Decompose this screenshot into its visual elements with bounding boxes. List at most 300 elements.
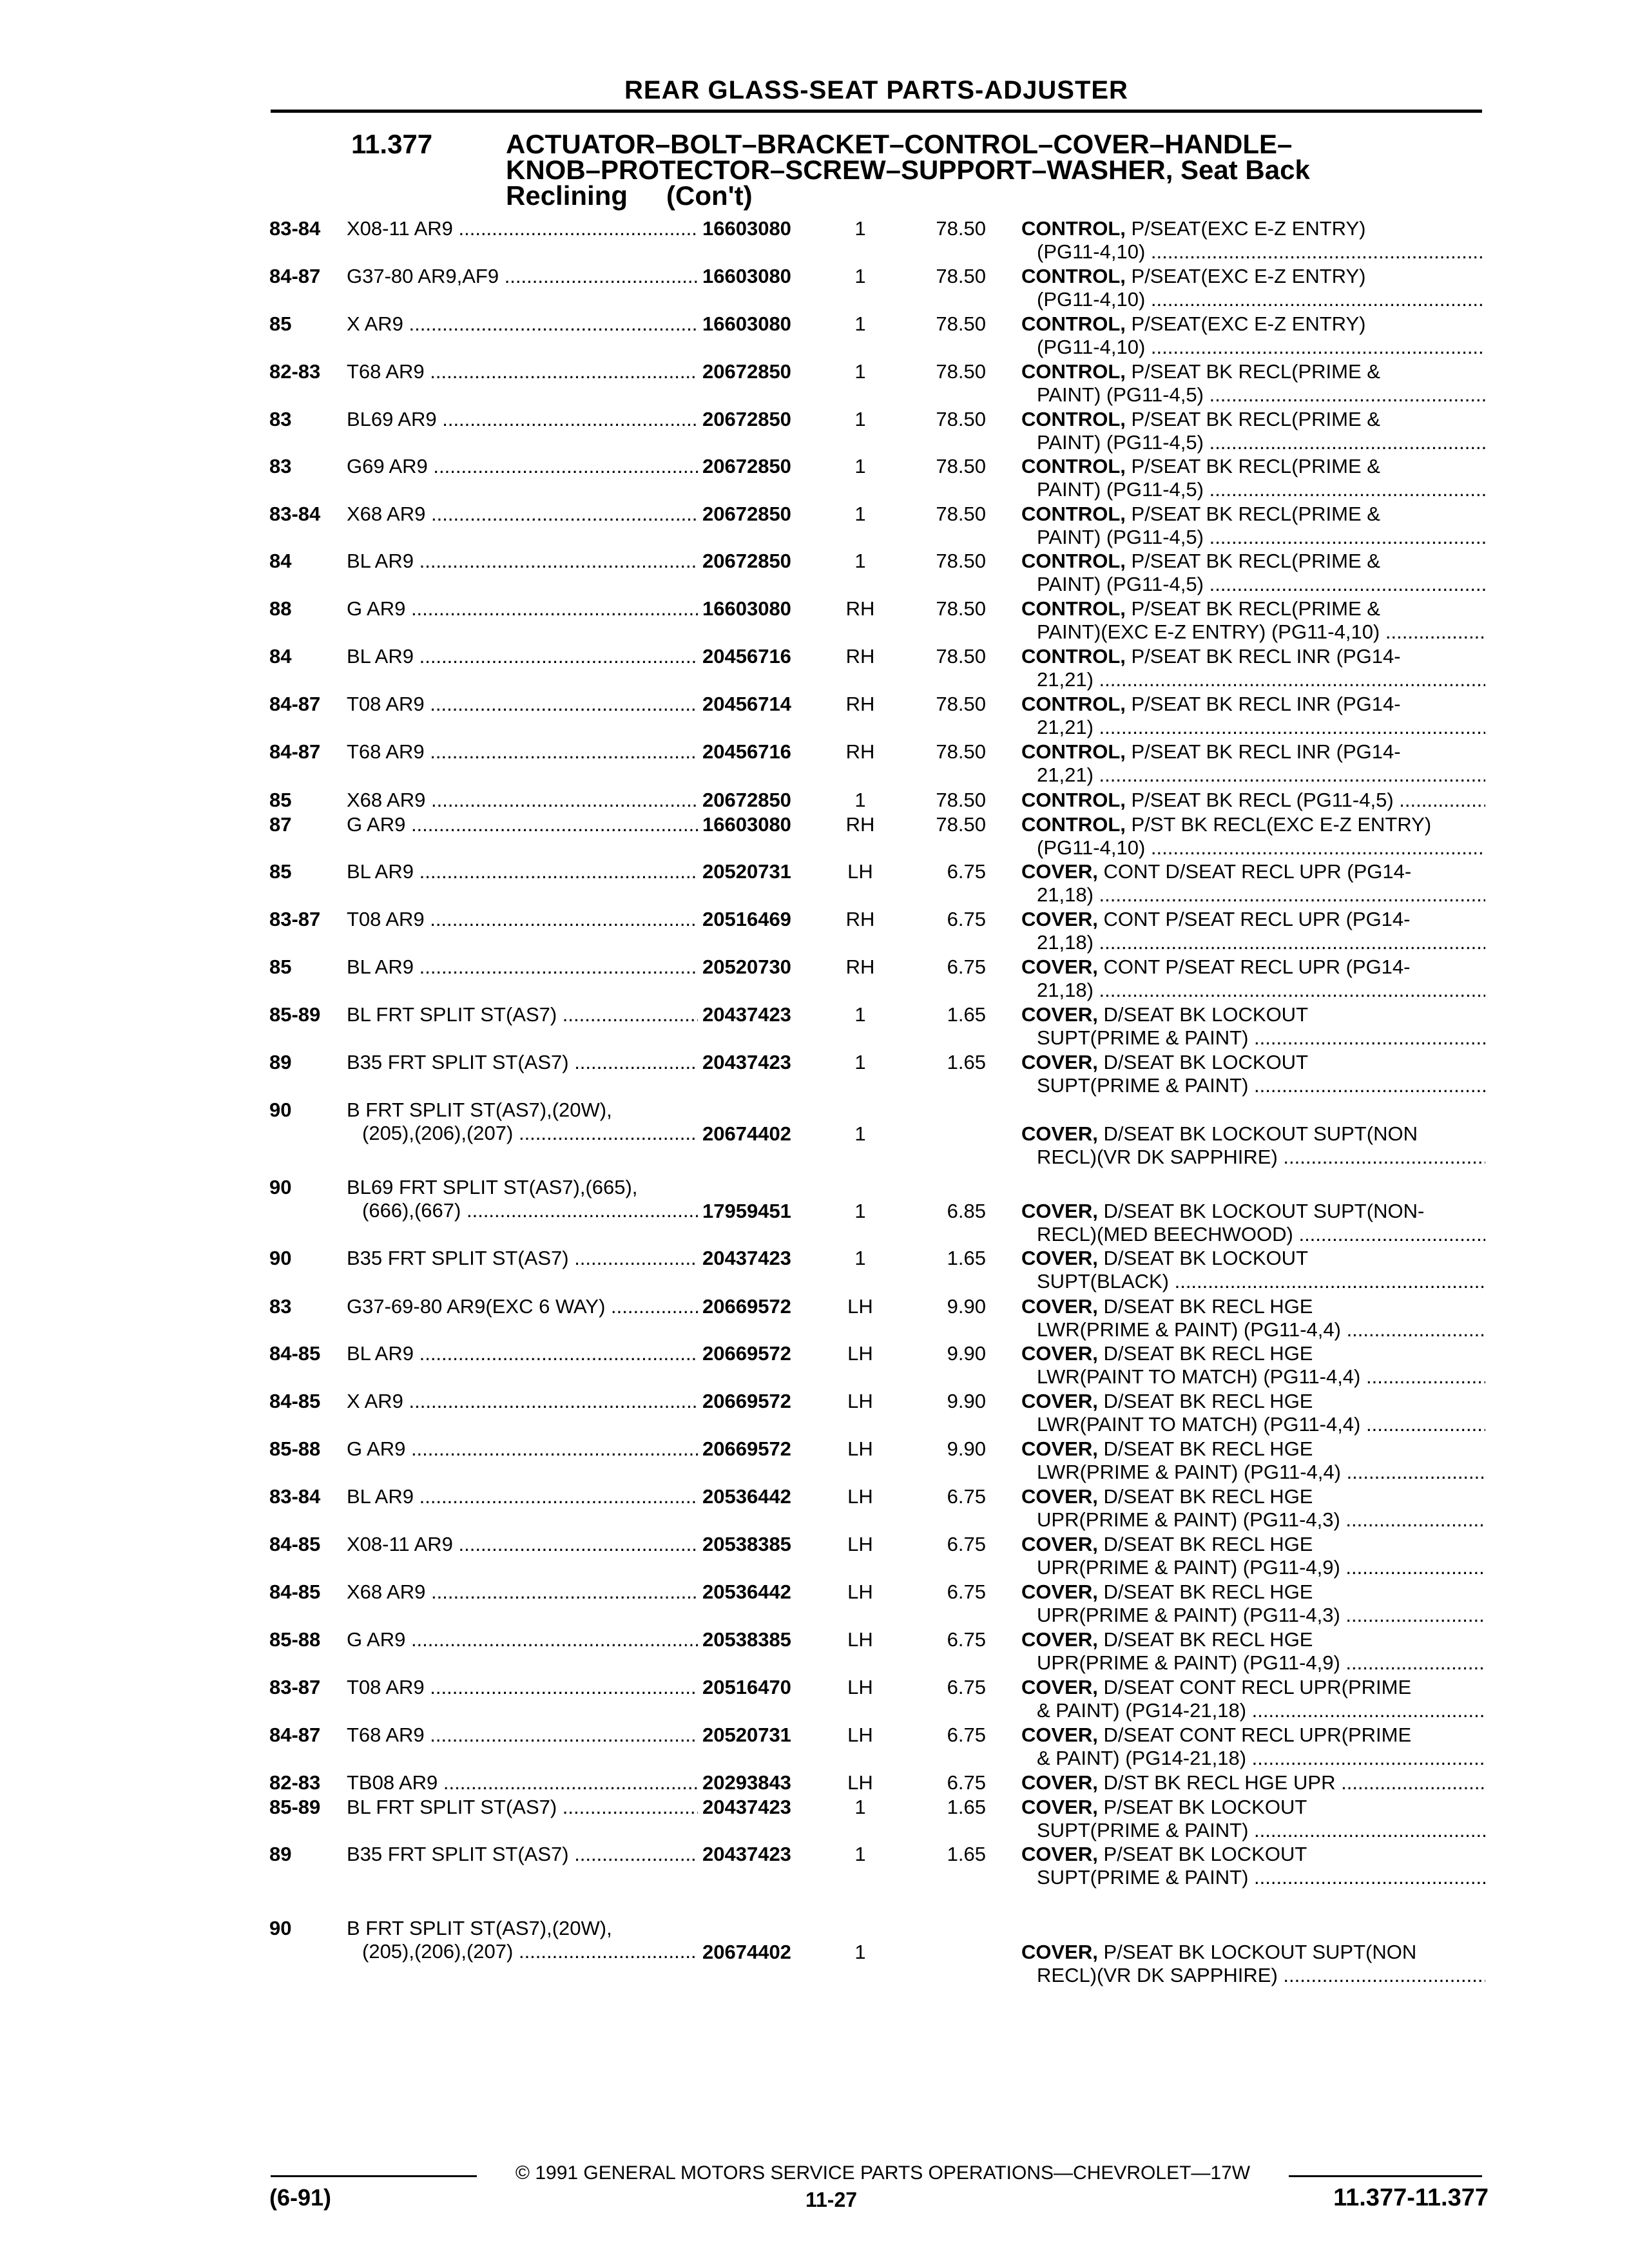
part-description xyxy=(1021,1200,1485,1246)
part-description xyxy=(1021,217,1485,264)
quantity-side: RH xyxy=(845,956,875,978)
quantity-side: LH xyxy=(847,1390,873,1412)
description-line-main: COVER, CONT P/SEAT RECL UPR (PG14- xyxy=(1021,956,1411,978)
description-keyword: CONTROL, xyxy=(1021,693,1126,715)
model-line: T68 AR9 ..... xyxy=(347,1724,698,1747)
quantity-side: 1 xyxy=(854,1200,866,1222)
price: 1.65 xyxy=(947,1003,986,1026)
part-number: 20536442 xyxy=(702,1485,791,1508)
description-keyword: COVER, xyxy=(1021,1003,1098,1026)
description-line-cont: LWR(PRIME & PAINT) (PG11-4,4) ..... xyxy=(1021,1318,1485,1341)
description-keyword: COVER, xyxy=(1021,956,1098,978)
description-line-cont: 21,21) ..... xyxy=(1021,668,1485,691)
model-line: T68 AR9 ..... xyxy=(347,740,698,764)
part-description xyxy=(1021,1533,1485,1579)
model-year: 85 xyxy=(269,789,292,811)
model-application xyxy=(347,789,698,812)
description-line-main: COVER, D/ST BK RECL HGE UPR ..... xyxy=(1021,1771,1485,1794)
quantity-side: 1 xyxy=(854,217,866,240)
description-line-main: CONTROL, P/SEAT(EXC E-Z ENTRY) xyxy=(1021,217,1366,240)
description-keyword: CONTROL, xyxy=(1021,503,1126,525)
part-description xyxy=(1021,1796,1485,1842)
description-line-cont: (PG11-4,10) ..... xyxy=(1021,836,1485,860)
part-description xyxy=(1021,1724,1485,1770)
part-number: 20437423 xyxy=(702,1796,791,1818)
price: 78.50 xyxy=(936,265,986,287)
quantity-side: LH xyxy=(847,1485,873,1508)
price: 6.75 xyxy=(947,908,986,930)
quantity-side: LH xyxy=(847,1581,873,1603)
model-application xyxy=(347,1342,698,1365)
quantity-side: RH xyxy=(845,645,875,668)
description-line-cont: RECL)(VR DK SAPPHIRE) ..... xyxy=(1021,1146,1485,1169)
description-line-cont: SUPT(PRIME & PAINT) ..... xyxy=(1021,1074,1485,1097)
model-line: G AR9 ..... xyxy=(347,813,698,836)
quantity-side: 1 xyxy=(854,1003,866,1026)
description-keyword: CONTROL, xyxy=(1021,360,1126,383)
model-application xyxy=(347,265,698,288)
model-application xyxy=(347,813,698,836)
part-number: 20672850 xyxy=(702,408,791,430)
model-application xyxy=(347,1003,698,1026)
model-application xyxy=(347,1176,698,1222)
description-line-main: CONTROL, P/SEAT BK RECL(PRIME & xyxy=(1021,455,1380,477)
price: 78.50 xyxy=(936,550,986,572)
model-application xyxy=(347,503,698,526)
part-number: 20674402 xyxy=(702,1122,791,1145)
part-description xyxy=(1021,503,1485,549)
description-line-main: CONTROL, P/SEAT BK RECL INR (PG14- xyxy=(1021,693,1401,715)
model-application xyxy=(347,956,698,979)
quantity-side: LH xyxy=(847,1342,873,1365)
part-number: 20672850 xyxy=(702,503,791,525)
part-number: 20674402 xyxy=(702,1941,791,1963)
model-line: BL FRT SPLIT ST(AS7) ..... xyxy=(347,1796,698,1819)
description-keyword: COVER, xyxy=(1021,860,1098,883)
description-line-main: CONTROL, P/SEAT BK RECL (PG11-4,5) ..... xyxy=(1021,789,1485,812)
model-application xyxy=(347,740,698,764)
quantity-side: RH xyxy=(845,908,875,930)
part-number: 20669572 xyxy=(702,1437,791,1460)
description-keyword: COVER, xyxy=(1021,1051,1098,1073)
model-line: G37-80 AR9,AF9 ..... xyxy=(347,265,698,288)
price: 78.50 xyxy=(936,740,986,763)
price: 6.75 xyxy=(947,1724,986,1746)
description-line-main: COVER, D/SEAT BK RECL HGE xyxy=(1021,1628,1313,1651)
part-number: 20293843 xyxy=(702,1771,791,1794)
description-line-cont: PAINT) (PG11-4,5) ..... xyxy=(1021,478,1485,501)
model-application xyxy=(347,1581,698,1604)
part-description xyxy=(1021,693,1485,739)
description-line-main: COVER, P/SEAT BK LOCKOUT xyxy=(1021,1796,1307,1818)
part-number: 16603080 xyxy=(702,597,791,620)
description-line-main: COVER, CONT D/SEAT RECL UPR (PG14- xyxy=(1021,860,1412,883)
description-line-main: CONTROL, P/ST BK RECL(EXC E-Z ENTRY) xyxy=(1021,813,1432,836)
price: 78.50 xyxy=(936,503,986,525)
price: 6.75 xyxy=(947,1676,986,1698)
price: 78.50 xyxy=(936,455,986,477)
section-subtitle: Reclining xyxy=(506,180,628,211)
model-year: 84-85 xyxy=(269,1581,321,1603)
quantity-side: 1 xyxy=(854,1051,866,1073)
description-line-main: COVER, D/SEAT CONT RECL UPR(PRIME xyxy=(1021,1676,1412,1698)
description-line-main: COVER, D/SEAT BK RECL HGE xyxy=(1021,1342,1313,1365)
part-description xyxy=(1021,740,1485,787)
description-line-main: COVER, D/SEAT BK LOCKOUT SUPT(NON xyxy=(1021,1122,1418,1145)
description-line-cont: PAINT) (PG11-4,5) ..... xyxy=(1021,431,1485,454)
model-application xyxy=(347,597,698,620)
part-number: 20672850 xyxy=(702,455,791,477)
model-line: X AR9 ..... xyxy=(347,1390,698,1413)
model-year: 88 xyxy=(269,597,292,620)
model-line: (666),(667) ..... xyxy=(347,1199,698,1222)
footer-page-number: 11-27 xyxy=(805,2188,858,2211)
model-line: B35 FRT SPLIT ST(AS7) ..... xyxy=(347,1051,698,1074)
part-number: 20437423 xyxy=(702,1003,791,1026)
part-number: 20516470 xyxy=(702,1676,791,1698)
description-line-cont: UPR(PRIME & PAINT) (PG11-4,3) ..... xyxy=(1021,1604,1485,1627)
quantity-side: LH xyxy=(847,1533,873,1555)
description-line-main: COVER, D/SEAT BK RECL HGE xyxy=(1021,1533,1313,1555)
description-keyword: CONTROL, xyxy=(1021,597,1126,620)
description-line-cont: 21,18) ..... xyxy=(1021,931,1485,954)
quantity-side: 1 xyxy=(854,1843,866,1865)
model-line: X68 AR9 ..... xyxy=(347,1581,698,1604)
description-line-main: COVER, D/SEAT BK RECL HGE xyxy=(1021,1295,1313,1318)
quantity-side: RH xyxy=(845,813,875,836)
model-application xyxy=(347,217,698,240)
part-number: 20669572 xyxy=(702,1342,791,1365)
part-number: 20672850 xyxy=(702,550,791,572)
model-application xyxy=(347,455,698,478)
model-application xyxy=(347,645,698,668)
model-year: 82-83 xyxy=(269,1771,321,1794)
model-application xyxy=(347,312,698,336)
part-number: 20437423 xyxy=(702,1051,791,1073)
part-description xyxy=(1021,360,1485,407)
footer-date-code: (6-91) xyxy=(269,2184,332,2211)
part-description xyxy=(1021,1051,1485,1097)
model-year: 84-87 xyxy=(269,740,321,763)
description-line-main: COVER, D/SEAT BK LOCKOUT xyxy=(1021,1051,1309,1073)
model-year: 83-84 xyxy=(269,217,321,240)
description-line-cont: SUPT(PRIME & PAINT) ..... xyxy=(1021,1026,1485,1050)
model-line: G AR9 ..... xyxy=(347,1437,698,1461)
part-description xyxy=(1021,312,1485,359)
part-description xyxy=(1021,1295,1485,1341)
model-year: 84-85 xyxy=(269,1342,321,1365)
part-description xyxy=(1021,597,1485,644)
model-year: 85-88 xyxy=(269,1628,321,1651)
description-line-main: CONTROL, P/SEAT BK RECL INR (PG14- xyxy=(1021,645,1401,668)
price: 78.50 xyxy=(936,217,986,240)
description-line-cont: UPR(PRIME & PAINT) (PG11-4,9) ..... xyxy=(1021,1651,1485,1675)
description-line-cont: SUPT(PRIME & PAINT) ..... xyxy=(1021,1866,1485,1889)
model-application xyxy=(347,1796,698,1819)
description-keyword: CONTROL, xyxy=(1021,265,1126,287)
part-description xyxy=(1021,956,1485,1002)
description-keyword: COVER, xyxy=(1021,1771,1098,1794)
model-application xyxy=(347,1533,698,1556)
part-description xyxy=(1021,408,1485,454)
quantity-side: 1 xyxy=(854,1247,866,1269)
description-line-main: CONTROL, P/SEAT BK RECL(PRIME & xyxy=(1021,360,1380,383)
description-keyword: CONTROL, xyxy=(1021,408,1126,430)
model-line: BL AR9 ..... xyxy=(347,645,698,668)
model-application xyxy=(347,1771,698,1794)
section-title-line-1: ACTUATOR–BOLT–BRACKET–CONTROL–COVER–HANDLE– xyxy=(506,129,1293,159)
model-line: T08 AR9 ..... xyxy=(347,908,698,931)
model-year: 87 xyxy=(269,813,292,836)
part-description xyxy=(1021,1941,1485,1987)
model-line: G AR9 ..... xyxy=(347,1628,698,1651)
description-keyword: CONTROL, xyxy=(1021,455,1126,477)
model-year: 83-84 xyxy=(269,503,321,525)
model-line: G AR9 ..... xyxy=(347,597,698,620)
description-line-cont: PAINT)(EXC E-Z ENTRY) (PG11-4,10) ..... xyxy=(1021,620,1485,644)
part-number: 20520731 xyxy=(702,860,791,883)
price: 9.90 xyxy=(947,1295,986,1318)
model-year: 85 xyxy=(269,860,292,883)
quantity-side: 1 xyxy=(854,1122,866,1145)
description-line-cont: UPR(PRIME & PAINT) (PG11-4,9) ..... xyxy=(1021,1556,1485,1579)
quantity-side: RH xyxy=(845,693,875,715)
price: 1.65 xyxy=(947,1843,986,1865)
model-line: B35 FRT SPLIT ST(AS7) ..... xyxy=(347,1247,698,1270)
description-keyword: CONTROL, xyxy=(1021,740,1126,763)
model-year: 84 xyxy=(269,645,292,668)
quantity-side: 1 xyxy=(854,503,866,525)
part-description xyxy=(1021,789,1485,812)
model-line: X08-11 AR9 ..... xyxy=(347,217,698,240)
part-description xyxy=(1021,1771,1485,1794)
description-line-main: CONTROL, P/SEAT BK RECL(PRIME & xyxy=(1021,503,1380,525)
model-year: 85-88 xyxy=(269,1437,321,1460)
price: 78.50 xyxy=(936,312,986,335)
description-line-main: CONTROL, P/SEAT(EXC E-Z ENTRY) xyxy=(1021,265,1366,287)
model-line: BL AR9 ..... xyxy=(347,860,698,883)
quantity-side: 1 xyxy=(854,265,866,287)
description-line-main: CONTROL, P/SEAT BK RECL INR (PG14- xyxy=(1021,740,1401,763)
description-line-main: CONTROL, P/SEAT BK RECL(PRIME & xyxy=(1021,550,1380,572)
quantity-side: 1 xyxy=(854,1941,866,1963)
part-number: 20538385 xyxy=(702,1533,791,1555)
description-line-main: COVER, D/SEAT BK RECL HGE xyxy=(1021,1485,1313,1508)
model-year: 83-87 xyxy=(269,908,321,930)
price: 1.65 xyxy=(947,1796,986,1818)
description-line-cont: UPR(PRIME & PAINT) (PG11-4,3) ..... xyxy=(1021,1508,1485,1532)
part-description xyxy=(1021,550,1485,596)
quantity-side: RH xyxy=(845,597,875,620)
description-keyword: COVER, xyxy=(1021,1390,1098,1412)
part-number: 20538385 xyxy=(702,1628,791,1651)
description-keyword: CONTROL, xyxy=(1021,813,1126,836)
model-year: 84 xyxy=(269,550,292,572)
part-number: 16603080 xyxy=(702,813,791,836)
section-title-line-2: KNOB–PROTECTOR–SCREW–SUPPORT–WASHER, Seat Back xyxy=(506,155,1310,185)
footer-section-range: 11.377-11.377 xyxy=(1333,2184,1489,2211)
part-description xyxy=(1021,1628,1485,1675)
part-description xyxy=(1021,1437,1485,1484)
model-application xyxy=(347,1843,698,1866)
description-line-cont: PAINT) (PG11-4,5) ..... xyxy=(1021,383,1485,407)
price: 9.90 xyxy=(947,1437,986,1460)
quantity-side: 1 xyxy=(854,1796,866,1818)
model-application xyxy=(347,860,698,883)
model-year: 89 xyxy=(269,1843,292,1865)
part-number: 16603080 xyxy=(702,265,791,287)
description-keyword: CONTROL, xyxy=(1021,312,1126,335)
description-line-cont: 21,18) ..... xyxy=(1021,979,1485,1002)
description-keyword: CONTROL, xyxy=(1021,645,1126,668)
description-line-main: COVER, D/SEAT BK RECL HGE xyxy=(1021,1437,1313,1460)
description-keyword: COVER, xyxy=(1021,1200,1098,1222)
model-year: 90 xyxy=(269,1247,292,1269)
model-line: X68 AR9 ..... xyxy=(347,789,698,812)
description-keyword: COVER, xyxy=(1021,1581,1098,1603)
model-year: 83-87 xyxy=(269,1676,321,1698)
price: 78.50 xyxy=(936,813,986,836)
part-description xyxy=(1021,455,1485,501)
model-year: 84-87 xyxy=(269,265,321,287)
description-line-cont: PAINT) (PG11-4,5) ..... xyxy=(1021,526,1485,549)
model-year: 85 xyxy=(269,312,292,335)
part-description xyxy=(1021,813,1485,860)
description-line-cont: LWR(PAINT TO MATCH) (PG11-4,4) ..... xyxy=(1021,1365,1485,1389)
part-description xyxy=(1021,1581,1485,1627)
description-keyword: CONTROL, xyxy=(1021,217,1126,240)
model-application xyxy=(347,1724,698,1747)
model-application xyxy=(347,1051,698,1074)
model-year: 82-83 xyxy=(269,360,321,383)
quantity-side: 1 xyxy=(854,455,866,477)
description-line-cont: (PG11-4,10) ..... xyxy=(1021,288,1485,311)
part-description xyxy=(1021,645,1485,691)
part-description xyxy=(1021,1390,1485,1436)
model-year: 83 xyxy=(269,1295,292,1318)
model-line: TB08 AR9 ..... xyxy=(347,1771,698,1794)
part-number: 20516469 xyxy=(702,908,791,930)
quantity-side: LH xyxy=(847,1295,873,1318)
part-number: 20456716 xyxy=(702,645,791,668)
model-year: 90 xyxy=(269,1099,292,1121)
model-line: G69 AR9 ..... xyxy=(347,455,698,478)
price: 78.50 xyxy=(936,693,986,715)
quantity-side: LH xyxy=(847,1437,873,1460)
part-description xyxy=(1021,908,1485,954)
description-keyword: COVER, xyxy=(1021,1295,1098,1318)
description-line-cont: LWR(PAINT TO MATCH) (PG11-4,4) ..... xyxy=(1021,1413,1485,1436)
description-line-main: COVER, D/SEAT BK LOCKOUT xyxy=(1021,1003,1309,1026)
model-line: T08 AR9 ..... xyxy=(347,693,698,716)
quantity-side: RH xyxy=(845,740,875,763)
part-description xyxy=(1021,1342,1485,1389)
model-year: 85-89 xyxy=(269,1003,321,1026)
description-line-main: COVER, P/SEAT BK LOCKOUT xyxy=(1021,1843,1307,1865)
description-line-main: COVER, D/SEAT BK RECL HGE xyxy=(1021,1390,1313,1412)
model-application xyxy=(347,360,698,383)
price: 6.85 xyxy=(947,1200,986,1222)
model-line: BL69 AR9 ..... xyxy=(347,408,698,431)
quantity-side: 1 xyxy=(854,360,866,383)
description-line-cont: LWR(PRIME & PAINT) (PG11-4,4) ..... xyxy=(1021,1461,1485,1484)
model-line: X08-11 AR9 ..... xyxy=(347,1533,698,1556)
part-number: 20520730 xyxy=(702,956,791,978)
price: 6.75 xyxy=(947,956,986,978)
description-line-cont: & PAINT) (PG14-21,18) ..... xyxy=(1021,1699,1485,1722)
description-line-cont: SUPT(BLACK) ..... xyxy=(1021,1270,1485,1293)
model-application xyxy=(347,1247,698,1270)
description-keyword: COVER, xyxy=(1021,1628,1098,1651)
quantity-side: LH xyxy=(847,1771,873,1794)
quantity-side: 1 xyxy=(854,550,866,572)
model-line: B35 FRT SPLIT ST(AS7) ..... xyxy=(347,1843,698,1866)
model-application xyxy=(347,1917,698,1963)
price: 78.50 xyxy=(936,360,986,383)
page-title: REAR GLASS-SEAT PARTS-ADJUSTER xyxy=(624,76,1128,104)
model-year: 85-89 xyxy=(269,1796,321,1818)
model-line: BL AR9 ..... xyxy=(347,1342,698,1365)
model-line: X AR9 ..... xyxy=(347,312,698,336)
part-description xyxy=(1021,1485,1485,1532)
description-line-cont: 21,18) ..... xyxy=(1021,883,1485,907)
quantity-side: 1 xyxy=(854,408,866,430)
description-keyword: COVER, xyxy=(1021,1485,1098,1508)
description-line-cont: (PG11-4,10) ..... xyxy=(1021,240,1485,264)
part-description xyxy=(1021,860,1485,907)
part-number: 20456714 xyxy=(702,693,791,715)
footer-copyright: © 1991 GENERAL MOTORS SERVICE PARTS OPERATIONS—CHEVROLET—17W xyxy=(515,2162,1251,2184)
model-application xyxy=(347,1485,698,1508)
quantity-side: LH xyxy=(847,1724,873,1746)
description-line-cont: & PAINT) (PG14-21,18) ..... xyxy=(1021,1747,1485,1770)
part-description xyxy=(1021,1003,1485,1050)
model-application xyxy=(347,908,698,931)
model-application xyxy=(347,408,698,431)
price: 6.75 xyxy=(947,860,986,883)
model-line: (205),(206),(207) ..... xyxy=(347,1940,698,1963)
price: 6.75 xyxy=(947,1771,986,1794)
part-number: 20669572 xyxy=(702,1390,791,1412)
model-line: BL AR9 ..... xyxy=(347,550,698,573)
footer-rule-left xyxy=(271,2175,477,2177)
model-year: 83 xyxy=(269,408,292,430)
quantity-side: 1 xyxy=(854,312,866,335)
model-application xyxy=(347,1390,698,1413)
description-line-main: COVER, D/SEAT BK RECL HGE xyxy=(1021,1581,1313,1603)
model-year: 89 xyxy=(269,1051,292,1073)
description-line-cont: 21,21) ..... xyxy=(1021,764,1485,787)
part-number: 20536442 xyxy=(702,1581,791,1603)
continued-label: (Con't) xyxy=(666,180,753,211)
price: 78.50 xyxy=(936,645,986,668)
model-line: BL FRT SPLIT ST(AS7) ..... xyxy=(347,1003,698,1026)
description-keyword: COVER, xyxy=(1021,1533,1098,1555)
model-line: BL69 FRT SPLIT ST(AS7),(665), xyxy=(347,1176,638,1198)
part-description xyxy=(1021,1247,1485,1293)
description-line-cont: RECL)(MED BEECHWOOD) ..... xyxy=(1021,1223,1485,1246)
description-keyword: COVER, xyxy=(1021,1342,1098,1365)
price: 6.75 xyxy=(947,1581,986,1603)
description-line-main: COVER, D/SEAT CONT RECL UPR(PRIME xyxy=(1021,1724,1412,1746)
part-description xyxy=(1021,1843,1485,1889)
description-keyword: COVER, xyxy=(1021,908,1098,930)
model-year: 83 xyxy=(269,455,292,477)
description-line-main: CONTROL, P/SEAT BK RECL(PRIME & xyxy=(1021,597,1380,620)
model-line: T08 AR9 ..... xyxy=(347,1676,698,1699)
part-description xyxy=(1021,265,1485,311)
description-keyword: COVER, xyxy=(1021,1437,1098,1460)
